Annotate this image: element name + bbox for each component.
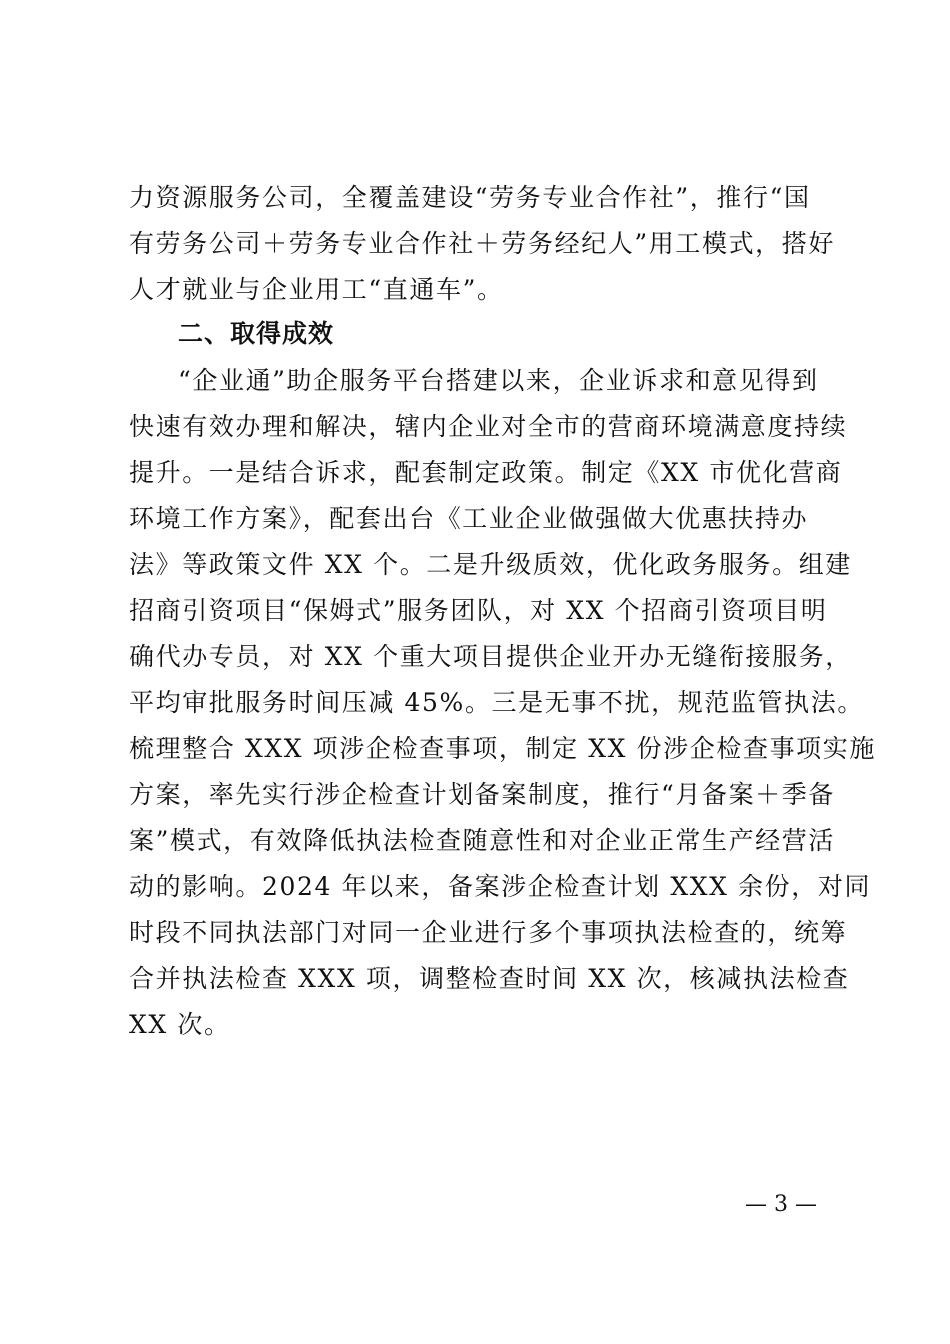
paragraph-line: XX 次。 (129, 1010, 231, 1039)
paragraph-line: 环境工作方案》，配套出台《工业企业做强做大优惠扶持办 (129, 504, 809, 533)
paragraph-line: 确代办专员，对 XX 个重大项目提供企业开办无缝衔接服务， (129, 642, 852, 671)
section-heading: 二、取得成效 (178, 319, 335, 348)
paragraph-line: 快速有效办理和解决，辖内企业对全市的营商环境满意度持续 (129, 412, 848, 441)
page-number: — 3 — (745, 1192, 817, 1217)
paragraph-line: 力资源服务公司，全覆盖建设“劳务专业合作社”，推行“国 (129, 183, 811, 212)
paragraph-line: 案”模式，有效降低执法检查随意性和对企业正常生产经营活 (129, 826, 835, 855)
paragraph-line: 时段不同执法部门对同一企业进行多个事项执法检查的，统筹 (129, 918, 848, 947)
paragraph-line: 人才就业与企业用工“直通车”。 (129, 275, 504, 304)
paragraph-line: 合并执法检查 XXX 项，调整检查时间 XX 次，核减执法检查 (129, 964, 850, 993)
paragraph-line: “企业通”助企服务平台搭建以来，企业诉求和意见得到 (178, 366, 819, 395)
paragraph-line: 方案，率先实行涉企检查计划备案制度，推行“月备案＋季备 (129, 780, 835, 809)
paragraph-line: 招商引资项目“保姆式”服务团队，对 XX 个招商引资项目明 (129, 596, 828, 625)
paragraph-line: 提升。一是结合诉求，配套制定政策。制定《XX 市优化营商 (129, 458, 843, 487)
paragraph-line: 梳理整合 XXX 项涉企检查事项，制定 XX 份涉企检查事项实施 (129, 734, 876, 763)
paragraph-line: 有劳务公司＋劳务专业合作社＋劳务经纪人”用工模式，搭好 (129, 229, 835, 258)
paragraph-line: 法》等政策文件 XX 个。二是升级质效，优化政务服务。组建 (129, 550, 852, 579)
paragraph-line: 动的影响。2024 年以来，备案涉企检查计划 XXX 余份，对同 (129, 872, 872, 901)
paragraph-line: 平均审批服务时间压减 45%。三是无事不扰，规范监管执法。 (129, 688, 864, 717)
